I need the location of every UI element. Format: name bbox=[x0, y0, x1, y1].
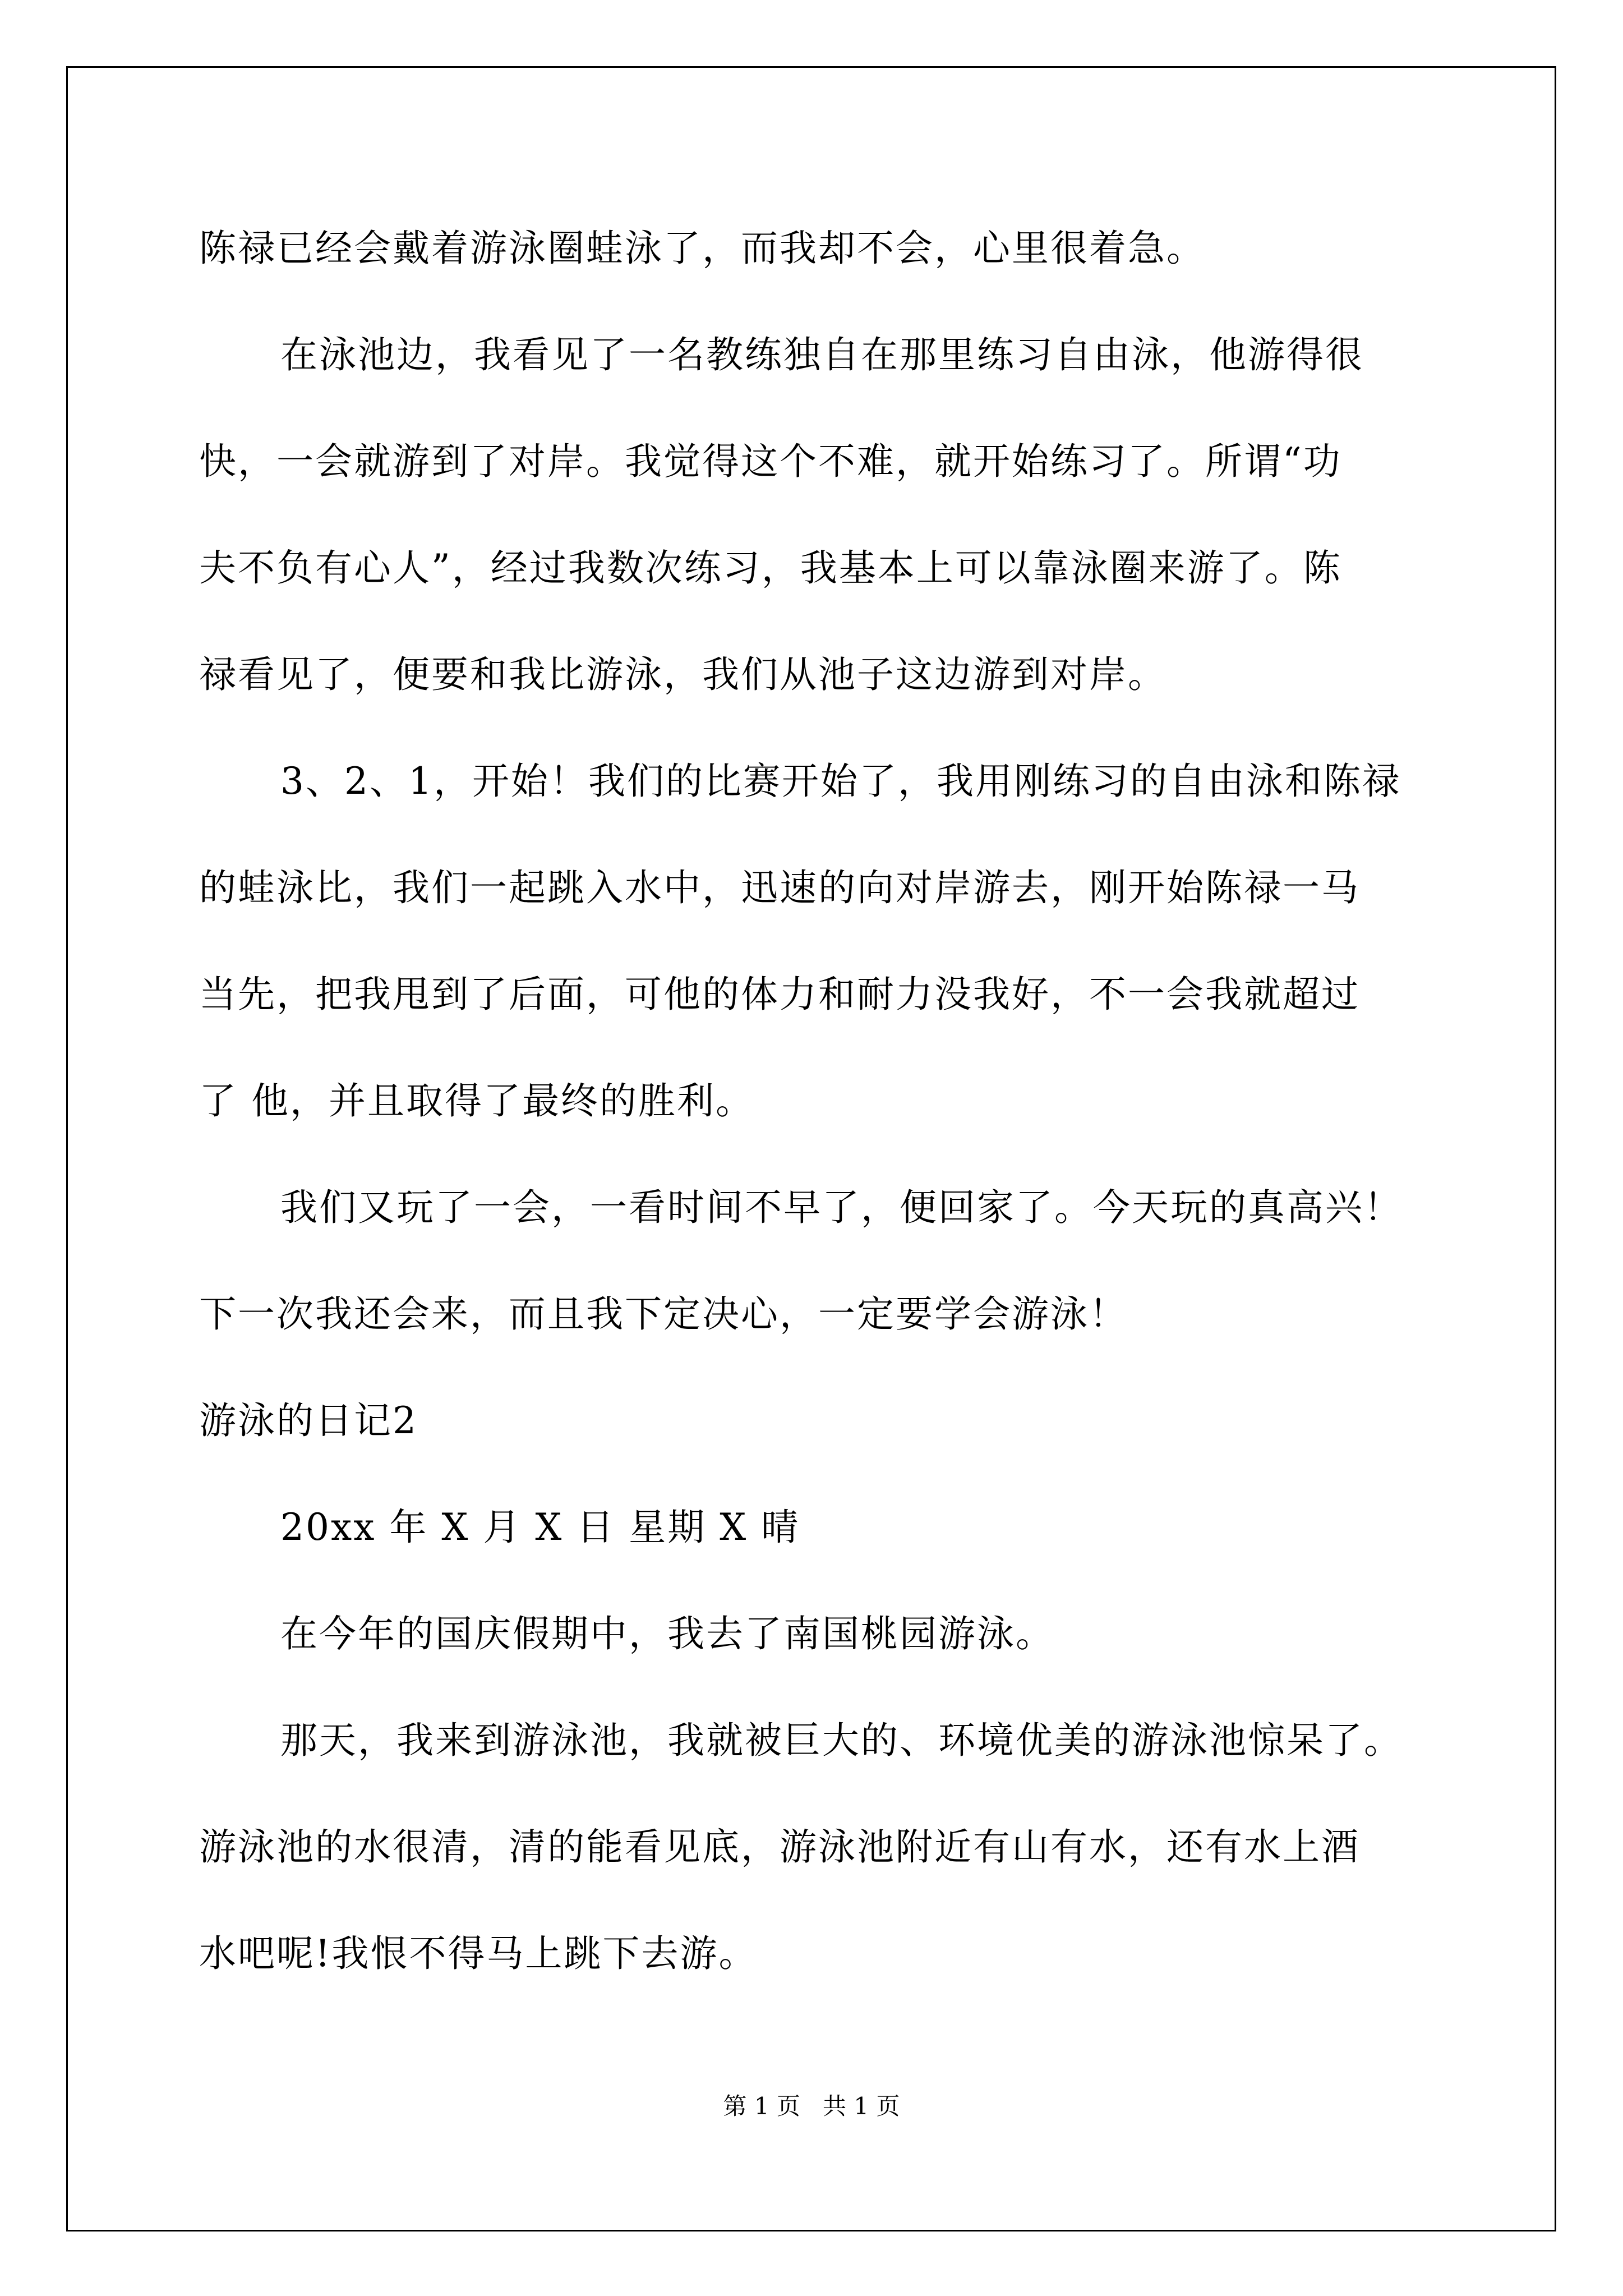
text-line-16: 游泳池的水很清，清的能看见底，游泳池附近有山有水，还有水上酒 bbox=[199, 1825, 1360, 1869]
text-line-1: 陈禄已经会戴着游泳圈蛙泳了，而我却不会，心里很着急。 bbox=[199, 227, 1205, 270]
text-line-11: 下一次我还会来，而且我下定决心，一定要学会游泳！ bbox=[199, 1292, 1128, 1336]
text-line-6: 3、2、1，开始！我们的比赛开始了，我用刚练习的自由泳和陈禄 bbox=[280, 760, 1401, 803]
text-line-4: 夫不负有心人”，经过我数次练习，我基本上可以靠泳圈来游了。陈 bbox=[199, 546, 1342, 590]
section-heading: 游泳的日记2 bbox=[199, 1399, 418, 1442]
text-line-7: 的蛙泳比，我们一起跳入水中，迅速的向对岸游去，刚开始陈禄一马 bbox=[199, 866, 1360, 909]
text-line-8: 当先，把我甩到了后面，可他的体力和耐力没我好，不一会我就超过 bbox=[199, 973, 1360, 1016]
text-line-9: 了 他，并且取得了最终的胜利。 bbox=[199, 1079, 754, 1122]
diary-date-line: 20xx 年 X 月 X 日 星期 X 晴 bbox=[280, 1506, 800, 1549]
text-line-15: 那天，我来到游泳池，我就被巨大的、环境优美的游泳池惊呆了。 bbox=[280, 1719, 1403, 1762]
text-line-3: 快，一会就游到了对岸。我觉得这个不难，就开始练习了。所谓“功 bbox=[199, 440, 1342, 483]
text-line-10: 我们又玩了一会，一看时间不早了，便回家了。今天玩的真高兴！ bbox=[280, 1186, 1403, 1229]
text-line-17: 水吧呢!我恨不得马上跳下去游。 bbox=[199, 1932, 758, 1975]
page-number-footer: 第 1 页 共 1 页 bbox=[723, 2092, 900, 2120]
page-border bbox=[66, 66, 1556, 2231]
text-line-2: 在泳池边，我看见了一名教练独自在那里练习自由泳，他游得很 bbox=[280, 333, 1364, 376]
text-line-5: 禄看见了，便要和我比游泳，我们从池子这边游到对岸。 bbox=[199, 653, 1166, 696]
text-line-14: 在今年的国庆假期中，我去了南国桃园游泳。 bbox=[280, 1612, 1054, 1655]
